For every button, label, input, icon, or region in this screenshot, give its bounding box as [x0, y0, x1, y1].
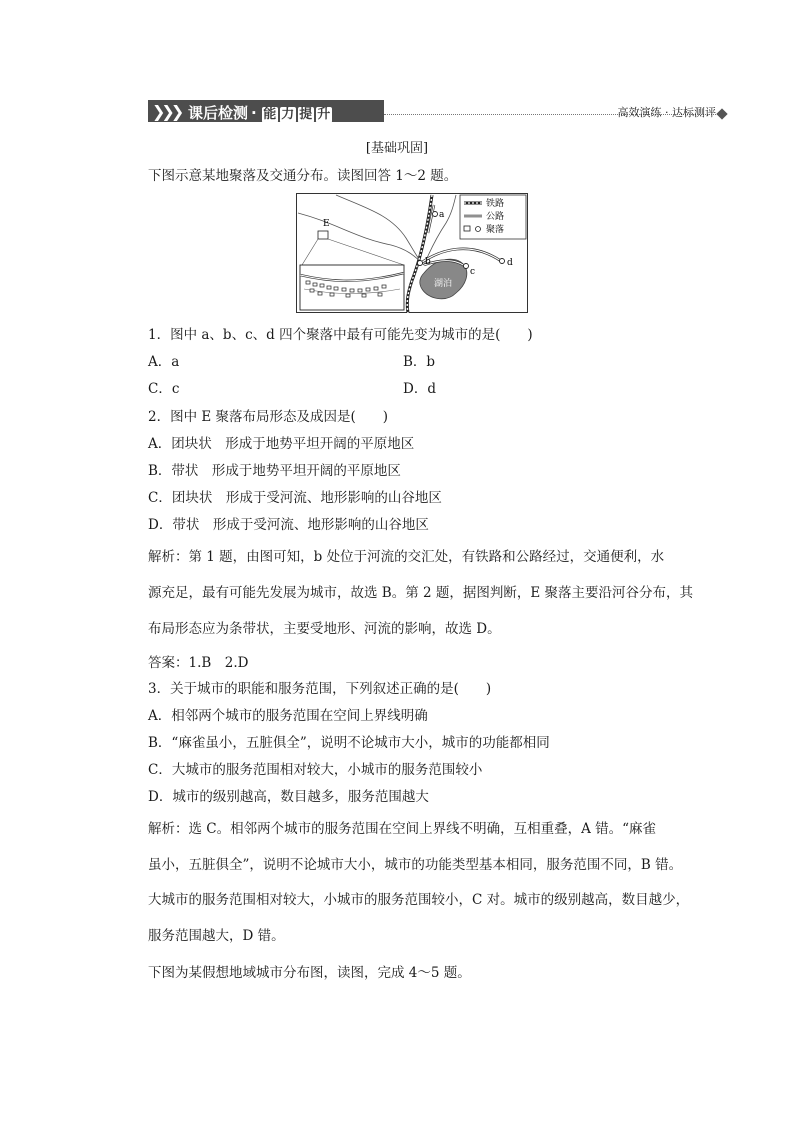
settlement-b: [418, 261, 423, 266]
banner-title: [188, 102, 332, 123]
q3-stem: 3．关于城市的职能和服务范围，下列叙述正确的是( ): [148, 681, 492, 697]
label-b: b: [425, 257, 431, 267]
building: [362, 294, 366, 297]
answer1: 答案：1.B 2.D: [148, 655, 249, 671]
q3-option-a: A．相邻两个城市的服务范围在空间上界线明确: [148, 708, 428, 724]
q2-option-c: C．团块状 形成于受河流、地形影响的山谷地区: [148, 490, 442, 506]
banner-dark-block: [148, 100, 384, 122]
building: [306, 281, 310, 284]
banner-title-char: 提: [299, 107, 313, 122]
banner-title-char: 升: [317, 107, 331, 122]
legend-settlement-label: 聚落: [486, 225, 505, 235]
q1-option-c: C．c: [148, 381, 180, 397]
legend-rail-label: 铁路: [486, 199, 505, 209]
analysis3-line2: 虽小，五脏俱全”，说明不论城市大小，城市的功能类型基本相同，服务范围不同，B 错。: [148, 857, 683, 873]
settlement-c: [464, 264, 469, 269]
q1-option-d: D．d: [403, 381, 436, 397]
q1-stem: 1．图中 a、b、c、d 四个聚落中最有可能先变为城市的是( ): [148, 327, 533, 343]
building: [342, 288, 346, 291]
legend-settlement-circle: [476, 227, 481, 232]
building: [318, 292, 322, 295]
banner-title-char: 能: [263, 107, 277, 122]
analysis3-line3: 大城市的服务范围相对较大，小城市的服务范围较小，C 对。城市的级别越高，数目越少，: [148, 892, 690, 908]
q2-option-a: A．团块状 形成于地势平坦开阔的平原地区: [148, 436, 415, 452]
label-a: a: [439, 210, 445, 220]
label-c: c: [470, 267, 476, 277]
building: [350, 289, 354, 292]
legend-settlement-square: [464, 226, 470, 231]
header-banner: [148, 100, 728, 124]
q2-stem: 2．图中 E 聚落布局形态及成因是( ): [148, 409, 389, 425]
q1-option-b: B．b: [403, 354, 436, 370]
banner-right-label: 高效演练 · 达标测评: [617, 106, 716, 119]
q3-option-b: B．“麻雀虽小，五脏俱全”，说明不论城市大小，城市的功能都相同: [148, 735, 550, 751]
settlement-a: [433, 212, 438, 217]
building: [374, 287, 378, 290]
building: [330, 293, 334, 296]
building: [313, 283, 317, 286]
analysis1-line2: 源充足，最有可能先发展为城市，故选 B。第 2 题，据图判断，E 聚落主要沿河谷分布，其: [148, 585, 694, 601]
banner-title-char: 力: [281, 107, 295, 122]
legend-road-label: 公路: [486, 212, 505, 222]
banner-title-dot: ·: [251, 104, 257, 122]
banner-title-main: 课后检测: [188, 104, 249, 122]
building: [320, 284, 324, 287]
q2-option-b: B．带状 形成于地势平坦开阔的平原地区: [148, 463, 401, 479]
building: [378, 293, 382, 296]
building: [366, 288, 370, 291]
chevron-right-icon: ❯❯❯: [152, 102, 181, 121]
lake-label: 湖泊: [434, 279, 453, 289]
label-d: d: [507, 258, 513, 268]
intro2-text: 下图为某假想地域城市分布图，读图，完成 4～5 题。: [148, 965, 471, 981]
section-title: [基础巩固]: [365, 141, 429, 156]
settlement-map: [296, 193, 528, 313]
building: [382, 285, 386, 288]
diamond-icon: [716, 108, 727, 119]
building: [358, 289, 362, 292]
settlement-d: [500, 259, 505, 264]
label-e: E: [323, 219, 330, 229]
intro-text: 下图示意某地聚落及交通分布。读图回答 1～2 题。: [148, 168, 458, 184]
inset-frame: [300, 265, 404, 310]
q2-option-d: D．带状 形成于受河流、地形影响的山谷地区: [148, 517, 429, 533]
q1-option-a: A．a: [148, 354, 180, 370]
analysis3-line1: 解析：选 C。相邻两个城市的服务范围在空间上界线不明确，互相重叠，A 错。“麻雀: [148, 821, 657, 837]
building: [327, 286, 331, 289]
building: [334, 287, 338, 290]
building: [310, 289, 314, 292]
building: [346, 294, 350, 297]
analysis1-line3: 布局形态应为条带状，主要受地形、河流的影响，故选 D。: [148, 621, 501, 637]
analysis1-line1: 解析：第 1 题，由图可知，b 处位于河流的交汇处，有铁路和公路经过，交通便利，水: [148, 549, 665, 565]
analysis3-line4: 服务范围越大，D 错。: [148, 928, 285, 944]
q3-option-d: D．城市的级别越高，数目越多，服务范围越大: [148, 789, 429, 805]
q3-option-c: C．大城市的服务范围相对较大，小城市的服务范围较小: [148, 762, 483, 778]
